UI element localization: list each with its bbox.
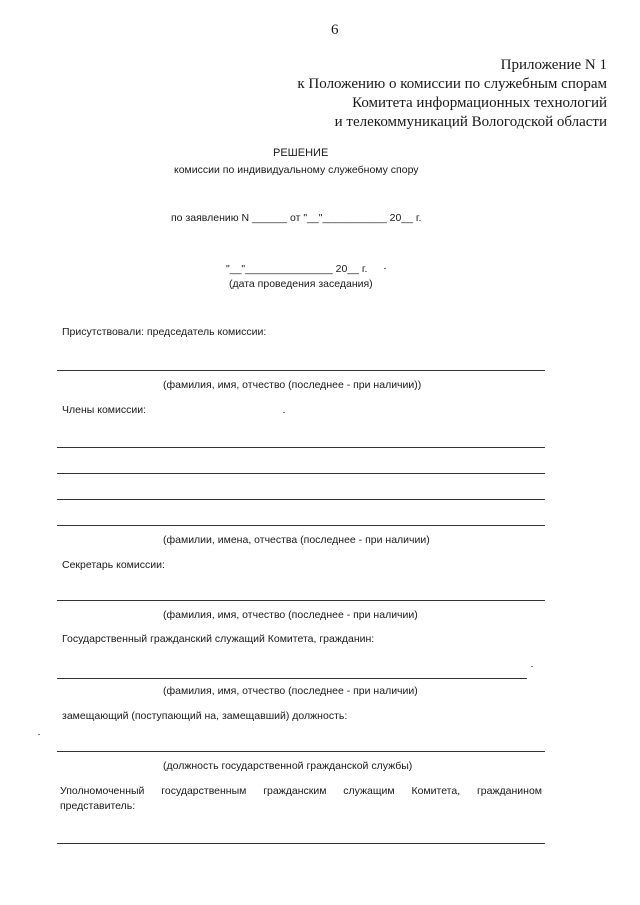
meeting-date-line: "__"_______________ 20__ г. <box>226 263 368 275</box>
chair-caption: (фамилия, имя, отчество (последнее - при наличии)) <box>163 379 422 391</box>
members-caption: (фамилии, имена, отчества (последнее - при наличии) <box>163 534 430 546</box>
representative-label-line-1: Уполномоченный государственным гражданским служащим Комитета, гражданином <box>60 785 542 797</box>
scan-speck <box>283 412 285 413</box>
decision-title: РЕШЕНИЕ <box>273 147 329 159</box>
annex-line-3: Комитета информационных технологий <box>352 95 607 111</box>
annex-line-4: и телекоммуникаций Вологодской области <box>334 114 607 130</box>
member-name-line-4 <box>57 525 545 526</box>
representative-label-line-2: представитель: <box>60 800 136 812</box>
scan-speck <box>531 666 533 667</box>
page-number: 6 <box>331 22 339 38</box>
member-name-line-3 <box>57 499 545 500</box>
application-line: по заявлению N ______ от "__"___________ 20__ г. <box>171 212 422 224</box>
decision-subtitle: комиссии по индивидуальному служебному спору <box>174 164 419 176</box>
servant-name-line <box>57 678 527 679</box>
secretary-label: Секретарь комиссии: <box>62 559 165 571</box>
members-label: Члены комиссии: <box>62 404 147 416</box>
servant-caption: (фамилия, имя, отчество (последнее - при наличии) <box>163 685 418 697</box>
annex-title: Приложение N 1 <box>500 57 607 73</box>
scan-speck <box>38 734 40 735</box>
present-label: Присутствовали: председатель комиссии: <box>62 326 267 338</box>
chair-name-line <box>57 370 545 371</box>
representative-name-line <box>57 843 545 844</box>
position-caption: (должность государственной гражданской службы) <box>163 760 413 772</box>
member-name-line-1 <box>57 447 545 448</box>
scan-speck <box>384 268 386 269</box>
secretary-caption: (фамилия, имя, отчество (последнее - при наличии) <box>163 609 418 621</box>
annex-line-2: к Положению о комиссии по служебным спорам <box>297 76 607 92</box>
member-name-line-2 <box>57 473 545 474</box>
meeting-date-caption: (дата проведения заседания) <box>229 278 373 290</box>
position-label: замещающий (поступающий на, замещавший) должность: <box>62 710 348 722</box>
secretary-name-line <box>57 600 545 601</box>
position-line <box>57 751 545 752</box>
servant-label: Государственный гражданский служащий Комитета, гражданин: <box>62 633 375 645</box>
